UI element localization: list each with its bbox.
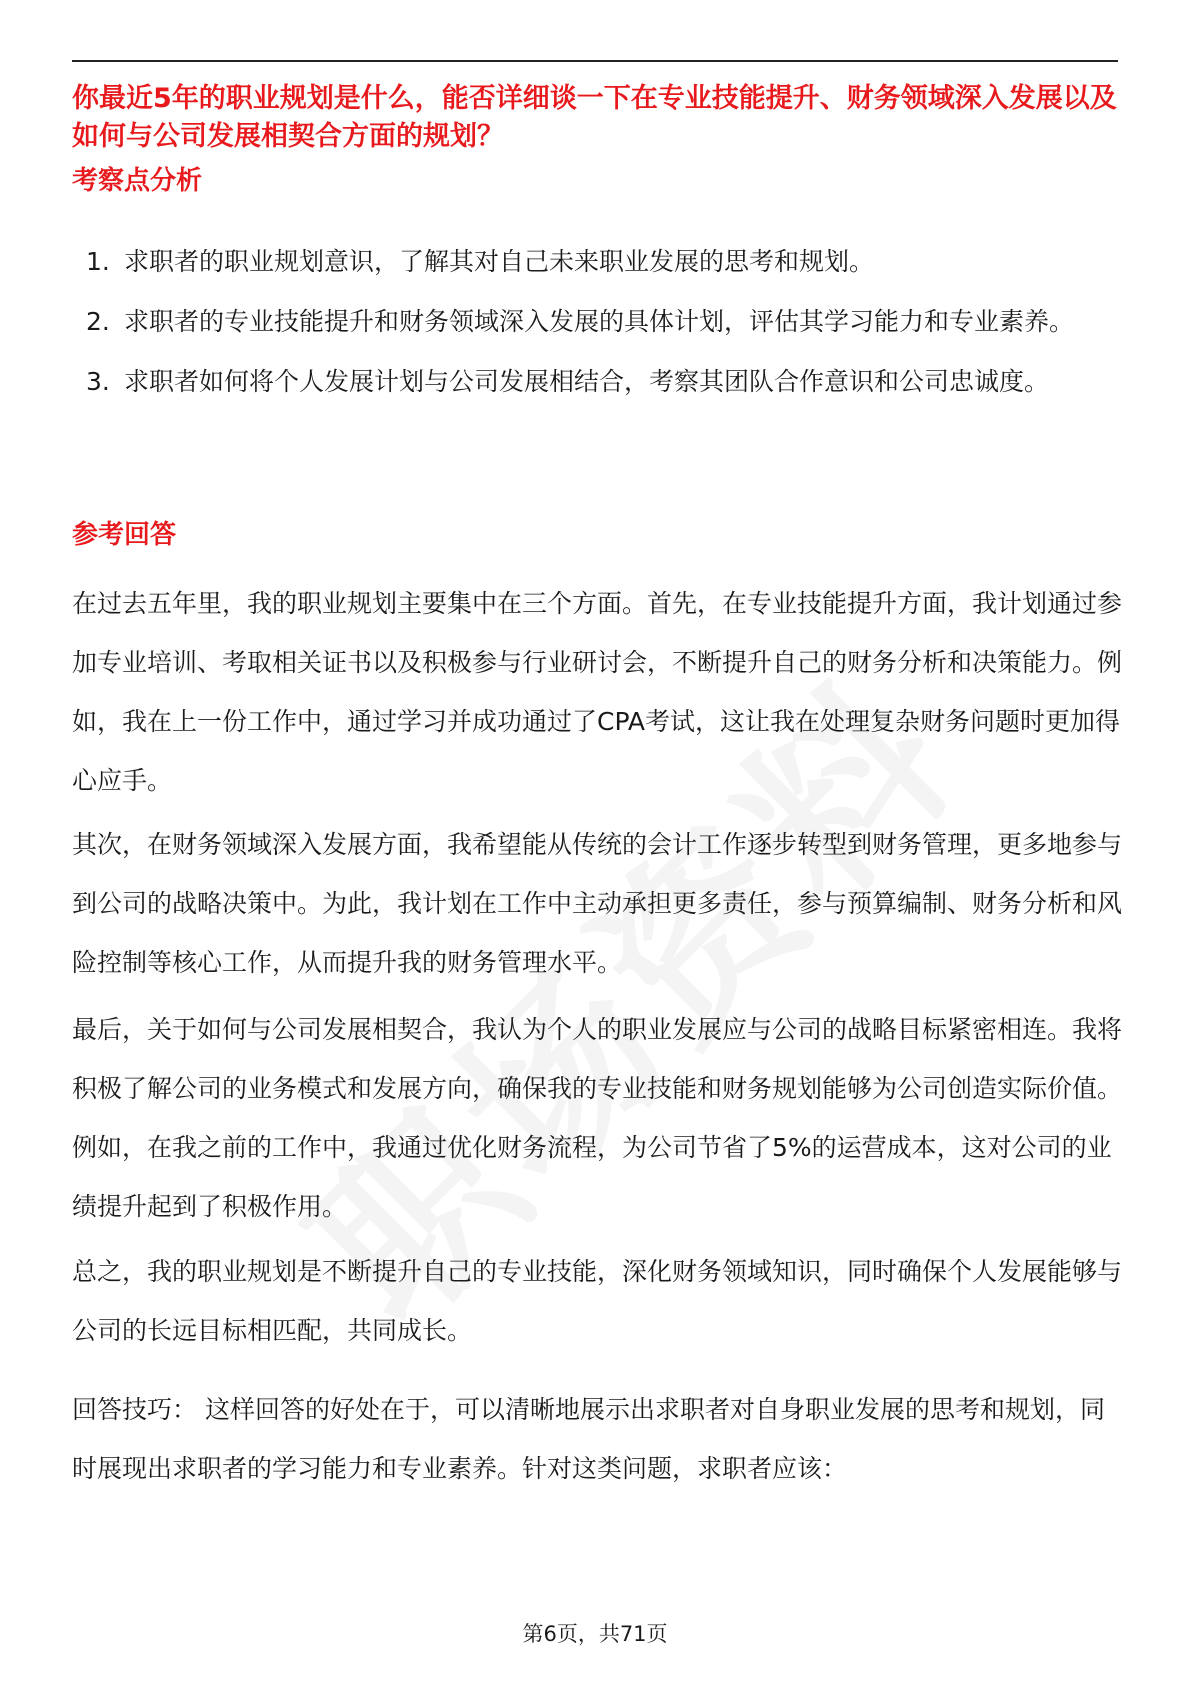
answer-paragraph: 总之，我的职业规划是不断提升自己的专业技能，深化财务领域知识，同时确保个人发展能够与公司的长远目标相匹配，共同成长。 — [72, 1257, 1123, 1345]
analysis-section-title: 考察点分析 — [72, 166, 203, 196]
analysis-item-text: 求职者的职业规划意识，了解其对自己未来职业发展的思考和规划。 — [124, 247, 875, 276]
analysis-item — [72, 352, 1118, 412]
analysis-item-text: 求职者如何将个人发展计划与公司发展相结合，考察其团队合作意识和公司忠诚度。 — [124, 367, 1050, 396]
answer-section-title: 参考回答 — [72, 520, 177, 550]
analysis-list — [72, 232, 1118, 412]
question-heading: 你最近5年的职业规划是什么，能否详细谈一下在专业技能提升、财务领域深入发展以及如何与公司发展相契合方面的规划？ — [72, 83, 1117, 152]
answer-tips-paragraph: 回答技巧： 这样回答的好处在于，可以清晰地展示出求职者对自身职业发展的思考和规划，同时展现出求职者的学习能力和专业素养。针对这类问题，求职者应该： — [72, 1395, 1105, 1483]
answer-paragraph: 其次，在财务领域深入发展方面，我希望能从传统的会计工作逐步转型到财务管理，更多地参与到公司的战略决策中。为此，我计划在工作中主动承担更多责任，参与预算编制、财务分析和风险控制等核心工作，从而提升我的财务管理水平。 — [72, 830, 1123, 977]
analysis-item-text: 求职者的专业技能提升和财务领域深入发展的具体计划，评估其学习能力和专业素养。 — [124, 307, 1075, 336]
analysis-item — [72, 292, 1118, 352]
answer-paragraph: 最后，关于如何与公司发展相契合，我认为个人的职业发展应与公司的战略目标紧密相连。我将积极了解公司的业务模式和发展方向，确保我的专业技能和财务规划能够为公司创造实际价值。例如，在我之前的工作中，我通过优化财务流程，为公司节省了5%的运营成本，这对公司的业绩提升起到了积极作用。 — [72, 1015, 1123, 1221]
answer-paragraph: 在过去五年里，我的职业规划主要集中在三个方面。首先，在专业技能提升方面，我计划通过参加专业培训、考取相关证书以及积极参与行业研讨会，不断提升自己的财务分析和决策能力。例如，我在上一份工作中，通过学习并成功通过了CPA考试，这让我在处理复杂财务问题时更加得心应手。 — [72, 589, 1123, 795]
list-number: 1. — [86, 247, 110, 276]
list-number: 2. — [86, 307, 110, 336]
page-number-footer: 第6页，共71页 — [522, 1622, 668, 1646]
top-divider — [72, 60, 1118, 62]
analysis-item — [72, 232, 1118, 292]
list-number: 3. — [86, 367, 110, 396]
